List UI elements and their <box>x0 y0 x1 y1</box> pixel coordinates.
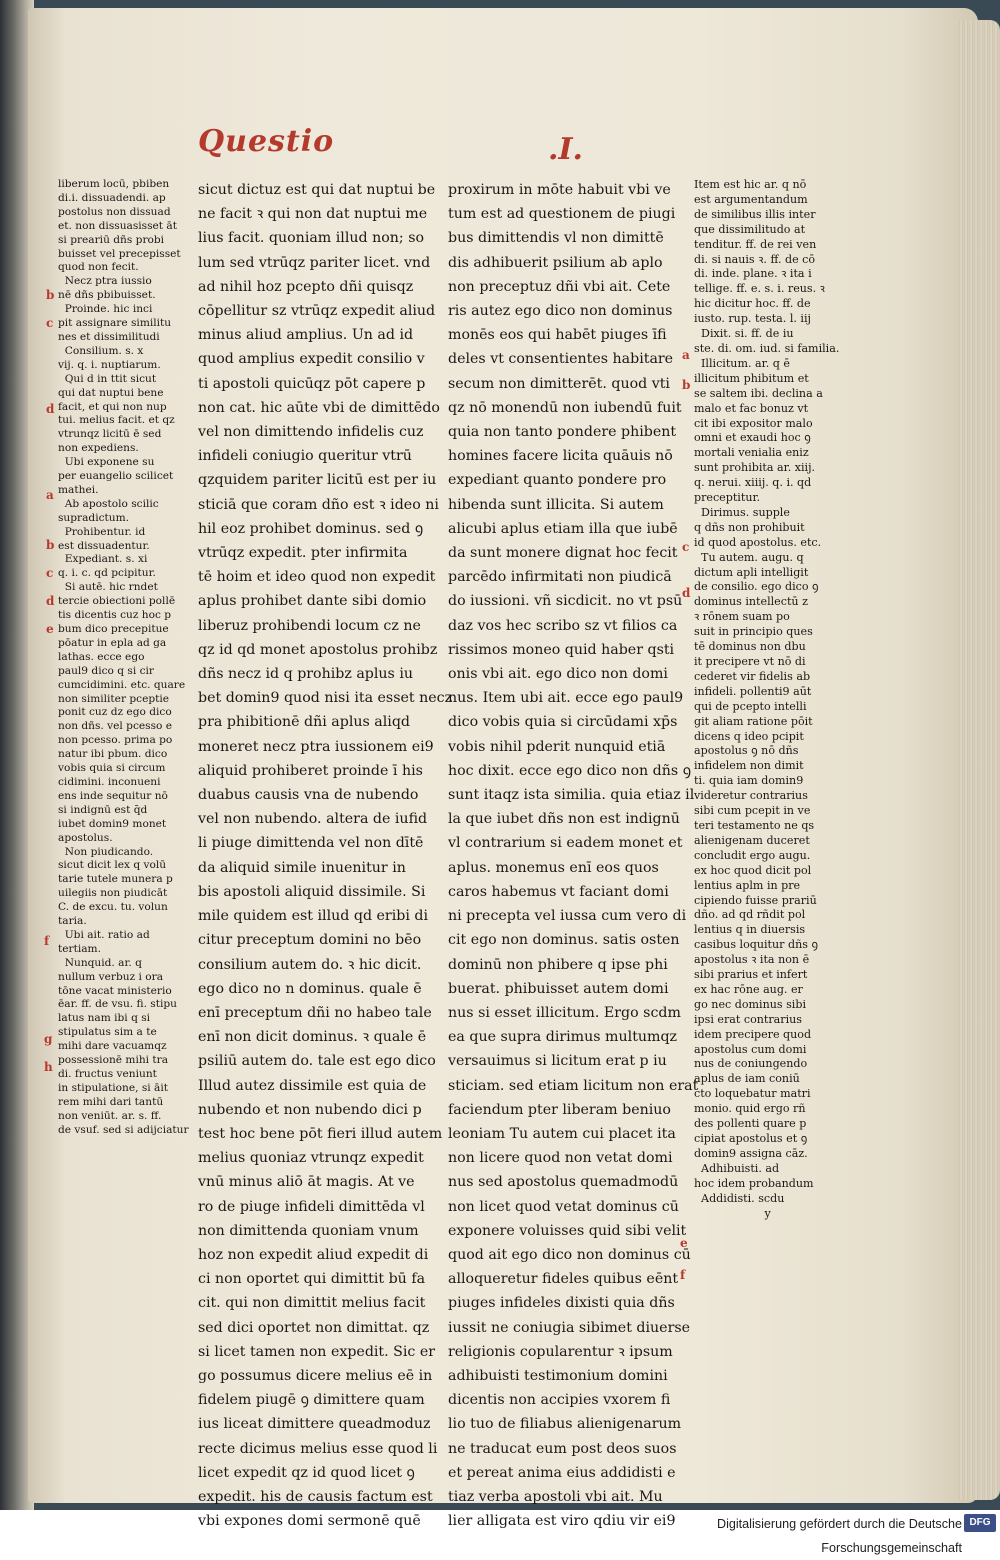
margin-letter: c <box>682 540 690 554</box>
main-text-column-left: sicut dictuz est qui dat nuptui be ne facit ꝛ qui non dat nuptui me lius facit. quoniam illud non; so lum sed vtrūqz pariter licet. vnd ad nihil hoz pcepto dñi quisqz cōpellitur sz vtrūqz expedit aliud minus aliud amplius. Un ad id quod amplius expedit consilio v ti apostoli quicūqz pōt capere p non cat. hic aūte vbi de dimittēdo vel non dimittendo infidelis cuz infideli coniugio queritur vtrū qzquidem pariter licitū est per sticiā que coram dño est ꝛ ideo hil eoz prohibet dominus. sed ꝯ vtrūqz expedit. pter infirmita tē hoim et ideo quod non expedit aplus prohibet dante sibi domio liberuz prohibendi locum cz ne qz id qd monet apostolus prohibz dñs necz id q prohibz aplus iu bet domin9 quod nisi ita esset pra phibitionē dñi aplus aliqd moneret necz ptra iussionem ei9 aliquid prohiberet proinde ī his duabus causis vna de nubendo vel non nubendo. altera de iufid li piuge dimittenda vel non dītē da aliquid simile inuenitur in bis apostoli aliquid dissimile. Si mile quidem est illud qd eribi di citur preceptum domini no bēo consilium autem do. ꝛ hic dicit. ego dico no n dominus. quale ē enī preceptum dñi no habeo tale enī non dicit dominus. ꝛ quale ē psiliū autem do. tale est ego dico Illud autez dissimile est quia de nubendo et non nubendo dici p test hoc bene pōt fieri illud autem melius quoniaz vtrunqz expedit vnū minus aliō āt magis. At ve ro de piuge infideli dimittēda vl non dimittenda quoniam vnum hoz non expedit aliud expedit di ci non oportet qui dimittit bū fa cit. qui non dimittit melius facit sed dici oportet non dimittat. qz si licet tamen non expedit. Sic er go possumus dicere melius eē in fidelem piugē ꝯ dimittere quam ius liceat dimittere queadmoduz recte dicimus melius esse quod licet expedit qz id quod licet ꝯ expedit. his de causis factum est vbi expones domi sermonē quē <box>198 182 443 1530</box>
margin-letter: f <box>680 1268 686 1282</box>
marginal-gloss-left: liberum locū, pbiben di.i. dissuadendi. ap postolus non dissuad et. non dissuasisset āt si preariū dñs probi buisset vel precepisset quod non fecit. Necz ptra iussio nē dñs pbibuisset. Proinde. hic inci pit assignare similitu nes et dissimilitudi Consilium. s. x vij. q. i. nuptiarum. Qui d in ttit sicut qui dat nuptui bene facit, et qui non nup tui. melius facit. et qz vtrunqz licitū ē sed non expediens. Ubi exponene su per euangelio scilicet mathei. Ab apostolo scilic supradictum. Prohibentur. id est dissuadentur. Expediant. s. xi q. i. c. qd pcipitur. Si autē. hic rndet tercie obiectioni pollē tis dicentis cuz hoc p bum dico precepitue pōatur in epla ad ga lathas. ecce ego paul9 dico q si cir cumcidimini. etc. quare non similiter pceptie ponit cuz dz ego dico non dñs. vel pcesso e non pcesso. prima po natur ibi pbum. dico vobis quia si circum cidimini. inconueni ens inde sequitur nō si indignū est q̄d iubet domin9 monet apostolus. Non piudicando. sicut dicit lex q volū tarie tutele munera p uilegiis non piudicāt C. de excu. tu. volun taria. Ubi ait. ratio ad tertiam. Nunquid. ar. q nullum verbuz i ora tōne vacat ministerio ēar. ff. de vsu. fi. stipu latus nam ibi q si stipulatus sim a te mihi dare vacuamqz possessionē mihi tra di. fructus veniunt in stipulatione, si āit rem mihi dari tantū non veniūt. ar. s. ff. de vsuf. sed si adijciatur <box>58 178 189 1136</box>
margin-letter: b <box>682 378 691 392</box>
margin-letter: d <box>46 594 55 608</box>
main-text-column-right: proxirum in mōte habuit vbi ve tum est ad questionem de piugi bus dimittendis vl non dimittē dis adhibuerit psilium ab aplo non preceptuz dñi vbi ait. Cete ris autez ego dico non dominus monēs eos qui habēt piuges īfi deles vt consentientes habitare secum non dimitterēt. quod vti qz nō monendū non iubendū fuit quia non tanto pondere phibent homines facere licita quāuis nō expediant quanto pondere pro hibenda sunt illicita. Si autem alicubi aplus etiam illa que iubē da sunt monere dignat hoc fecit parcēdo infirmitati non piudicā do iussioni. vñ sicdicit. no vt psū daz vos hec scribo sz vt filios ca rissimos moneo quid haber qsti onis vbi ait. ego dico non domi nus. Item ubi ait. ecce ego paul9 dico vobis quia si circūdami xp̄s vobis nihil pderit nunquid etiā hoc dixit. ecce ego dico non dñs sunt itaqz ista similia. quia etiaz la que iubet dñs non est indignū vl contrarium si eadem monet et aplus. monemus enī eos quos caros habemus vt faciant domi ni precepta vel iussa cum vero cit ego non dominus. satis osten dominū non phibere q ipse phi buerat. phibuisset autem domi nus si esset illicitum. Ergo scdm ea que supra dirimus multumqz versauimus si licitum erat p iu sticiam. sed etiam licitum non faciendum pter liberam beniuo leoniam Tu autem cui placet ita non licere quod non vetat domi nus sed apostolus quemadmodū non licet quod vetat dominus cū exponere voluisses quid sibi velit quod ait ego dico non dominus alloqueretur fideles quibus eēnt piuges infideles dixisti quia dñs iussit ne coniugia sibimet diuerse religionis copularentur ꝛ ipsum adhibuisti testimonium domini dicentis non accipies vxorem fi lio tuo de filiabus alienigenarum ne traducat eum post deos suos et pereat anima eius addidisti e tiaz verba apostoli vbi ait. Mu lier alligata est viro qdiu vir ei9 <box>448 182 691 1530</box>
marginal-gloss-right: Item est hic ar. q nō est argumentandum de similibus illis inter que dissimilitudo at tenditur. ff. de rei ven di. si nauis ꝛ. ff. de cō di. inde. plane. ꝛ ita i tellige. ff. e. s. i. reus. hic dicitur hoc. ff. de iusto. rup. testa. l. iij Dixit. si. ff. de iu ste. di. om. iud. si familia. Illicitum. ar. q ē illicitum phibitum et se saltem ibi. declina a malo et fac bonuz vt cit ibi expositor malo omni et exaudi hoc ꝯ mortali venialia eniz sunt prohibita ar. xiij. q. nerui. xiiij. q. i. qd preceptitur. Dirimus. supple q dñs non prohibuit id quod apostolus. etc. Tu autem. augu. q dictum apli intelligit de consilio. ego dico ꝯ dominus intellectū z ꝛ rōnem suam po suit in principio ques tē dominus non dbu it precipere vt nō di cederet vir fidelis ab infideli. pollenti9 aūt qui de pcepto intelli git aliam ratione pōit dicens q ideo pcipit apostolus ꝯ nō dñs infidelem non dimit ti. quia iam domin9 videretur contrarius sibi cum pcepit in ve teri testamento ne qs alienigenam duceret concludit ergo augu. ex hoc quod dicit pol lentius aplm in pre cipiendo fuisse prariū dño. ad qd rñdit pol lentius q in diuersis casibus loquitur dñs ꝯ apostolus ꝛ ita non ē sibi prarius et infert ex hac rōne aug. er go nec dominus sibi ipsi erat contrarius idem precipere quod apostolus cum domi nus de coniungendo aplus de iam coniū cto loquebatur matri monio. quid ergo rñ des pollenti quare p cipiat apostolus et ꝯ domin9 assigna cāz. Adhibuisti. ad hoc idem probandum Addidisti. scdu y <box>694 178 840 1220</box>
question-heading: Questio <box>198 124 335 159</box>
margin-letter: b <box>46 288 55 302</box>
margin-letter: e <box>680 1236 688 1250</box>
margin-letter: h <box>44 1060 53 1074</box>
footer-credit: Digitalisierung gefördert durch die Deutsche Forschungsgemeinschaft <box>716 1517 962 1555</box>
margin-letter: a <box>682 348 690 362</box>
margin-letter: f <box>44 934 50 948</box>
page-edges-right <box>958 20 1000 1500</box>
margin-letter: d <box>46 402 55 416</box>
margin-letter: a <box>46 488 54 502</box>
margin-letter: e <box>46 622 54 636</box>
margin-letter: c <box>46 566 54 580</box>
margin-letter: d <box>682 586 691 600</box>
dfg-logo: DFG <box>964 1514 996 1532</box>
margin-letter: c <box>46 316 54 330</box>
margin-letter: b <box>46 538 55 552</box>
question-number: .I. <box>548 132 583 167</box>
margin-letter: g <box>44 1032 53 1046</box>
